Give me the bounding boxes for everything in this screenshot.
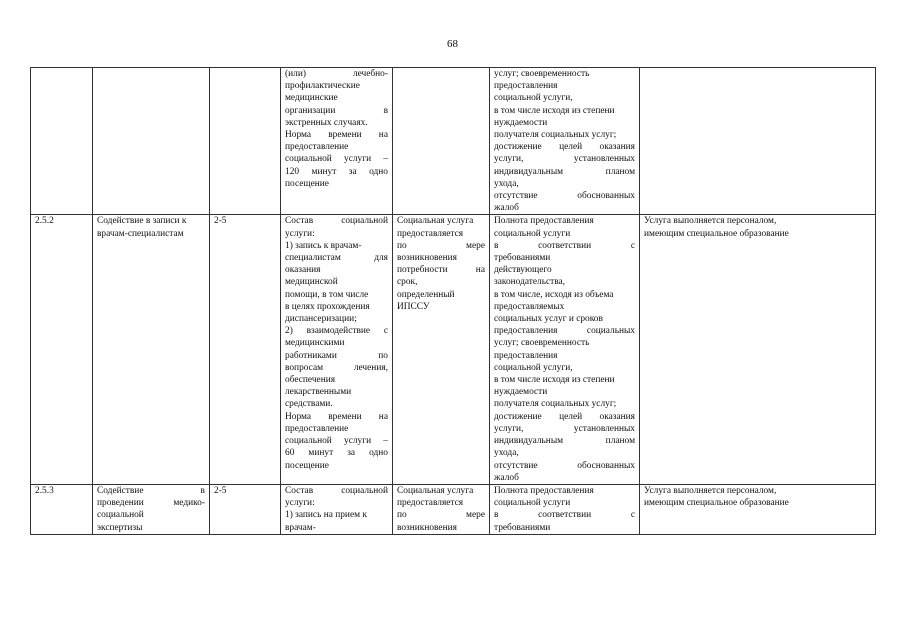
text-line: в том числе, исходя из объема <box>494 289 614 300</box>
text-line: потребности на <box>397 265 485 276</box>
text-line: социальной <box>97 510 144 521</box>
text-line: экспертизы <box>97 522 143 533</box>
text-line: по мере <box>397 510 485 521</box>
text-line: 2.5.3 <box>35 485 54 496</box>
text-line: в том числе исходя из степени <box>494 375 615 386</box>
text-line: медицинской <box>285 277 338 288</box>
service-number-cell <box>31 215 93 484</box>
text-line: в соответствии с <box>494 510 635 521</box>
text-line: услуги: <box>285 498 315 509</box>
service-quality-cell <box>490 68 640 215</box>
service-number-cell <box>31 68 93 215</box>
text-line: предоставления социальных <box>494 326 635 337</box>
text-line: в том числе исходя из степени <box>494 105 615 116</box>
text-line: получателя социальных услуг; <box>494 130 617 141</box>
text-line: Социальная услуга <box>397 216 474 227</box>
text-line: организации в <box>285 105 388 116</box>
text-line: социальной услуги – <box>285 154 388 165</box>
text-line: экстренных случаях. <box>285 117 368 128</box>
text-line: действующего <box>494 265 552 276</box>
text-line: имеющим специальное образование <box>644 498 789 509</box>
text-line: социальных услуг и сроков <box>494 314 603 325</box>
service-name-cell <box>93 215 210 484</box>
text-line: жалоб <box>494 472 519 483</box>
text-line: в целях прохождения <box>285 301 370 312</box>
service-note-cell <box>640 68 876 215</box>
text-line: ухода, <box>494 178 519 189</box>
text-line: медицинские <box>285 93 338 104</box>
service-quality-cell <box>490 215 640 484</box>
text-line: услуг; своевременность <box>494 338 590 349</box>
text-line: получателя социальных услуг; <box>494 399 617 410</box>
text-line: Услуга выполняется персоналом, <box>644 216 777 227</box>
text-line: Содействие в <box>97 485 205 496</box>
text-line: предоставления <box>494 81 558 92</box>
service-quality-cell <box>490 484 640 534</box>
text-line: оказания <box>285 265 321 276</box>
service-description-cell <box>281 215 393 484</box>
text-line: возникновения <box>397 522 457 533</box>
text-line: вопросам лечения, <box>285 362 388 373</box>
text-line: нуждаемости <box>494 387 548 398</box>
text-line: Содействие в записи к <box>97 216 187 227</box>
page-number: 68 <box>447 38 458 50</box>
text-line: отсутствие обоснованных <box>494 191 635 202</box>
text-line: 2) взаимодействие с <box>285 326 388 337</box>
text-line: достижение целей оказания <box>494 142 635 153</box>
service-name-cell <box>93 68 210 215</box>
text-line: предоставляется <box>397 498 464 509</box>
text-line: помощи, в том числе <box>285 289 369 300</box>
service-conditions-cell <box>393 215 490 484</box>
text-line: (или) лечебно- <box>285 69 388 79</box>
text-line: индивидуальным планом <box>494 166 635 177</box>
text-line: предоставляется <box>397 228 464 239</box>
service-code-cell <box>210 215 281 484</box>
service-description-cell <box>281 68 393 215</box>
text-line: посещение <box>285 460 329 471</box>
text-line: работниками по <box>285 350 388 361</box>
text-line: предоставляемых <box>494 301 565 312</box>
text-line: Услуга выполняется персоналом, <box>644 485 777 496</box>
text-line: в соответствии с <box>494 240 635 251</box>
text-line: Социальная услуга <box>397 485 474 496</box>
text-line: услуги, установленных <box>494 423 635 434</box>
text-line: услуги: <box>285 228 315 239</box>
text-line: 2.5.2 <box>35 216 54 227</box>
text-line: врачам-специалистам <box>97 228 184 239</box>
table-row <box>31 215 876 484</box>
text-line: 120 минут за одно <box>285 166 388 177</box>
text-line: законодательства, <box>494 277 566 288</box>
text-line: ИПССУ <box>397 301 430 312</box>
text-line: услуги, установленных <box>494 154 635 165</box>
text-line: 60 минут за одно <box>285 448 388 459</box>
text-line: жалоб <box>494 203 519 214</box>
text-line: социальной услуги <box>494 228 571 239</box>
text-line: 1) запись на прием к <box>285 510 367 521</box>
text-line: социальной услуги – <box>285 436 388 447</box>
text-line: медицинскими <box>285 338 345 349</box>
text-line: отсутствие обоснованных <box>494 460 635 471</box>
text-line: обеспечения <box>285 375 336 386</box>
text-line: Норма времени на <box>285 130 388 141</box>
text-line: Норма времени на <box>285 411 388 422</box>
text-line: предоставление <box>285 423 349 434</box>
text-line: определенный <box>397 289 455 300</box>
text-line: средствами. <box>285 399 333 410</box>
service-code-cell <box>210 68 281 215</box>
service-number-cell <box>31 484 93 534</box>
text-line: социальной услуги <box>494 498 571 509</box>
text-line: врачам- <box>285 522 316 533</box>
text-line: по мере <box>397 240 485 251</box>
text-line: Состав социальной <box>285 216 388 227</box>
text-line: достижение целей оказания <box>494 411 635 422</box>
service-code-cell <box>210 484 281 534</box>
text-line: ухода, <box>494 448 519 459</box>
text-line: услуг; своевременность <box>494 69 590 79</box>
text-line: предоставления <box>494 350 558 361</box>
text-line: требованиями <box>494 253 551 264</box>
text-line: лекарственными <box>285 387 352 398</box>
text-line: посещение <box>285 178 329 189</box>
text-line: 2-5 <box>214 485 227 496</box>
text-line: требованиями <box>494 522 551 533</box>
service-conditions-cell <box>393 68 490 215</box>
service-note-cell <box>640 484 876 534</box>
text-line: 1) запись к врачам- <box>285 240 362 251</box>
text-line: проведении медико- <box>97 498 205 509</box>
text-line: социальной услуги, <box>494 93 573 104</box>
text-line: Полнота предоставления <box>494 216 594 227</box>
text-line: срок, <box>397 277 418 288</box>
text-line: имеющим специальное образование <box>644 228 789 239</box>
table-row <box>31 484 876 534</box>
table-row <box>31 68 876 215</box>
text-line: профилактические <box>285 81 360 92</box>
text-line: социальной услуги, <box>494 362 573 373</box>
text-line: Состав социальной <box>285 485 388 496</box>
text-line: Полнота предоставления <box>494 485 594 496</box>
service-name-cell <box>93 484 210 534</box>
service-description-cell <box>281 484 393 534</box>
text-line: нуждаемости <box>494 117 548 128</box>
text-line: специалистам для <box>285 253 388 264</box>
text-line: диспансеризации; <box>285 314 357 325</box>
text-line: 2-5 <box>214 216 227 227</box>
text-line: предоставление <box>285 142 349 153</box>
text-line: возникновения <box>397 253 457 264</box>
service-note-cell <box>640 215 876 484</box>
services-table <box>30 67 876 535</box>
service-conditions-cell <box>393 484 490 534</box>
text-line: индивидуальным планом <box>494 436 635 447</box>
